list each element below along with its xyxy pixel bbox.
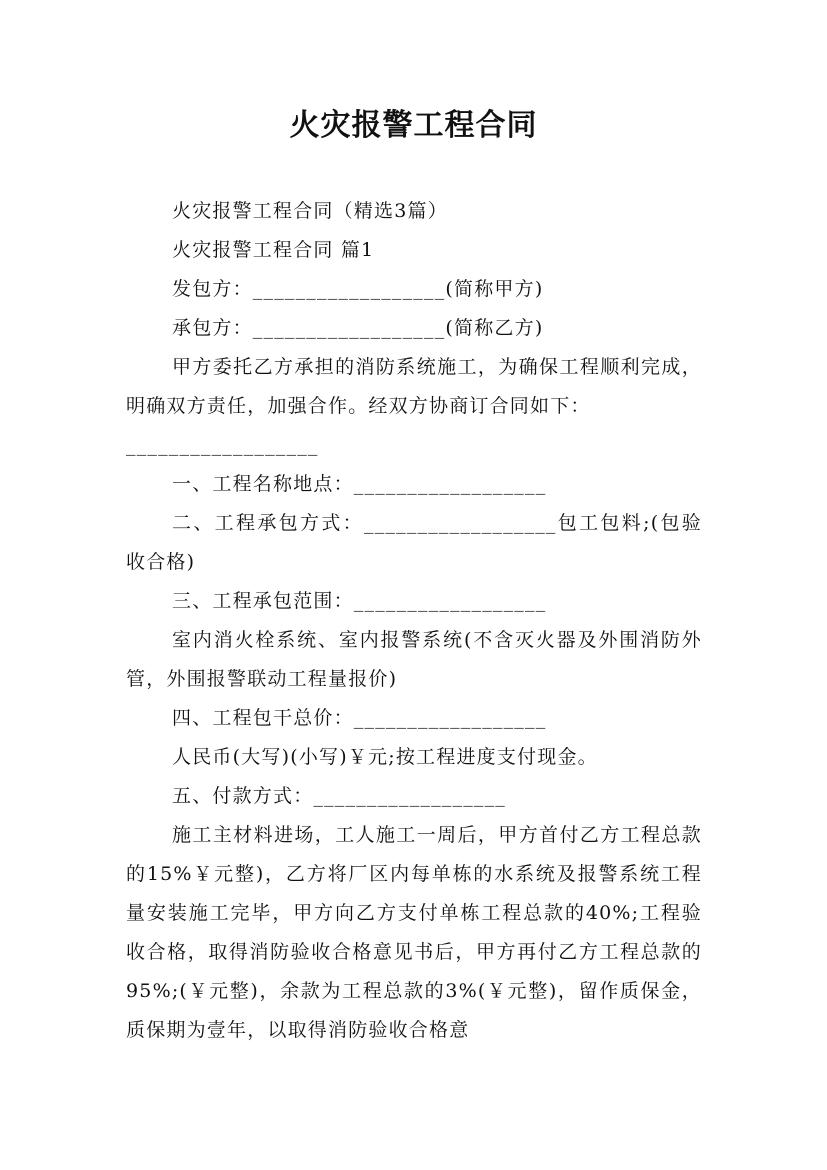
paragraph: __________________	[126, 434, 319, 456]
paragraph: 火灾报警工程合同 篇1	[172, 239, 375, 261]
paragraph: 二、工程承包方式：__________________包工包料;(包验收合格)	[126, 512, 702, 573]
paragraph: 甲方委托乙方承担的消防系统施工，为确保工程顺利完成，明确双方责任，加强合作。经双方协商订合同如下：	[126, 356, 702, 417]
paragraph: 承包方：__________________(简称乙方)	[172, 317, 544, 339]
paragraph: 四、工程包干总价：__________________	[172, 707, 547, 729]
paragraph: 人民币(大写)(小写)￥元;按工程进度支付现金。	[172, 746, 598, 768]
paragraph: 三、工程承包范围：__________________	[172, 590, 547, 612]
paragraph: 施工主材料进场，工人施工一周后，甲方首付乙方工程总款的15%￥元整)，乙方将厂区内每单栋的水系统及报警系统工程量安装施工完毕，甲方向乙方支付单栋工程总款的40%;工程验收合格，取得消防验收合格意见书后，甲方再付乙方工程总款的95%;(￥元整)，余款为工程总款的3%(￥元整)，留作质保金，质保期为壹年，以取得消防验收合格意	[126, 824, 702, 1041]
paragraph: 室内消火栓系统、室内报警系统(不含灭火器及外围消防外管，外围报警联动工程量报价)	[126, 629, 702, 690]
paragraph: 五、付款方式：__________________	[172, 785, 507, 807]
paragraph: 一、工程名称地点：__________________	[172, 473, 547, 495]
paragraph: 火灾报警工程合同（精选3篇）	[172, 200, 448, 222]
document-body	[126, 192, 702, 1050]
paragraph: 发包方：__________________(简称甲方)	[172, 278, 544, 300]
document-title: 火灾报警工程合同	[289, 108, 538, 143]
